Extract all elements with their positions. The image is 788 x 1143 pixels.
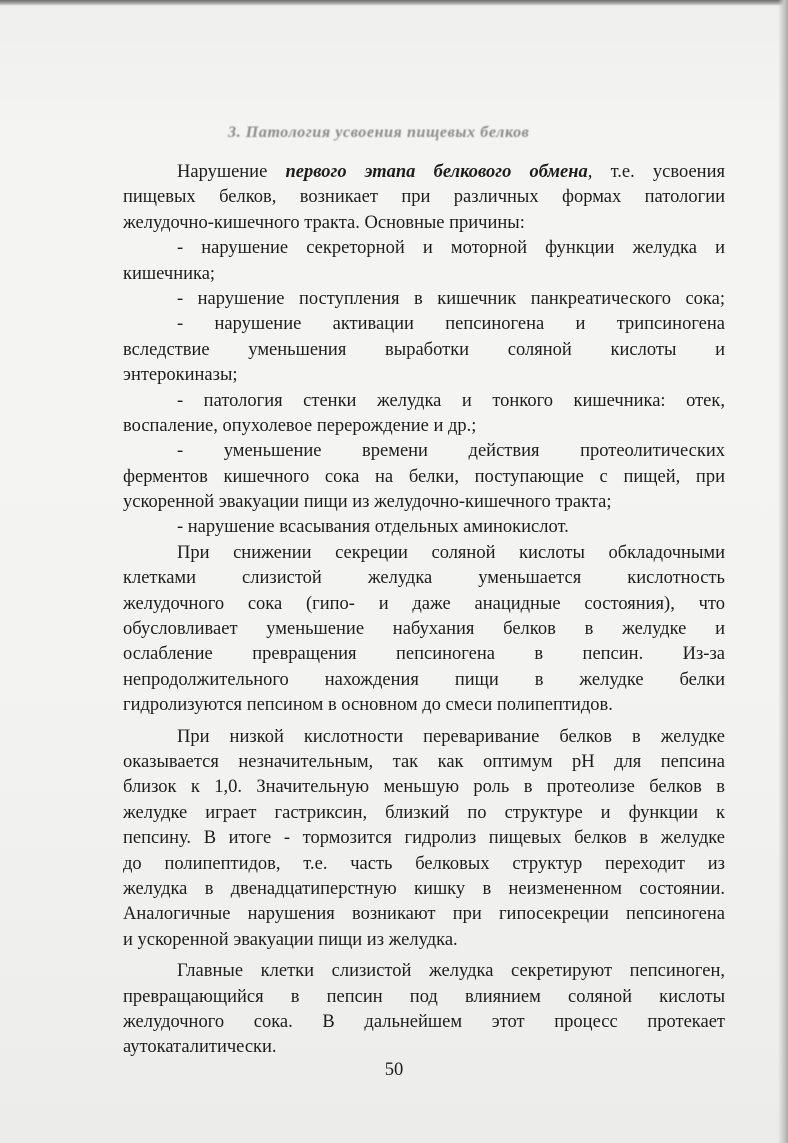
text-line: пищевых белков, возникает при различных формах патологии [123, 187, 725, 208]
text-line: непродолжительного нахождения пищи в желудке белки [123, 669, 725, 690]
text-line: - уменьшение времени действия протеолитических [177, 441, 725, 462]
text-line: и ускоренной эвакуации пищи из желудка. [123, 929, 458, 950]
text-line: - нарушение поступления в кишечник панкреатического сока; [177, 288, 725, 309]
text-line: ферментов кишечного сока на белки, поступающие с пищей, при [123, 466, 725, 487]
scan-edge-top [0, 0, 788, 6]
text-line: энтерокиназы; [123, 365, 238, 386]
text-line: - нарушение всасывания отдельных аминокислот. [177, 517, 569, 538]
text-line: кишечника; [123, 263, 216, 284]
text-line: пепсину. В итоге - тормозится гидролиз пищевых белков в желудке [123, 828, 725, 849]
text-line: - нарушение активации пепсиногена и трипсиногена [177, 314, 725, 335]
text-line: гидролизуются пепсином в основном до смеси полипептидов. [123, 695, 613, 716]
text-line: близок к 1,0. Значительную меньшую роль в протеолизе белков в [123, 777, 725, 798]
text-line: воспаление, опухолевое перерождение и др.; [123, 415, 477, 436]
page-number: 50 [384, 1060, 404, 1080]
text-line: аутокаталитически. [123, 1037, 277, 1058]
text-line: желудочного сока (гипо- и даже анацидные состояния), что [123, 593, 725, 614]
text-line: желудочно-кишечного тракта. Основные причины: [123, 212, 525, 233]
text-line: желудка в двенадцатиперстную кишку в неизмененном состоянии. [123, 878, 725, 899]
text-line: желудке играет гастриксин, близкий по структуре и функции к [123, 802, 725, 823]
text-line: оказывается незначительным, так как оптимум pH для пепсина [123, 751, 725, 772]
section-heading: 3. Патология усвоения пищевых белков [228, 124, 530, 141]
text-line: ускоренной эвакуации пищи из желудочно-кишечного тракта; [123, 492, 612, 513]
body-text [123, 160, 725, 1061]
text-line: - патология стенки желудка и тонкого кишечника: отек, [177, 390, 725, 411]
scan-edge-right [778, 0, 788, 1143]
text-line: до полипептидов, т.е. часть белковых структур переходит из [123, 853, 725, 874]
text-line: Нарушение первого этапа белкового обмена, т.е. усвоения [177, 162, 725, 182]
text-line: клетками слизистой желудка уменьшается кислотность [123, 568, 725, 589]
text-line: вследствие уменьшения выработки соляной кислоты и [123, 339, 725, 360]
text-line: При снижении секреции соляной кислоты обкладочными [177, 542, 725, 563]
emphasis-text: первого этапа белкового обмена [285, 162, 588, 182]
text-line: ослабление превращения пепсиногена в пепсин. Из-за [123, 644, 725, 665]
text-line: желудочного сока. В дальнейшем этот процесс протекает [123, 1011, 725, 1032]
text-line: превращающийся в пепсин под влиянием соляной кислоты [123, 986, 725, 1007]
text-line: - нарушение секреторной и моторной функции желудка и [177, 238, 725, 259]
text-line: Аналогичные нарушения возникают при гипосекреции пепсиногена [123, 904, 725, 925]
text-line: обусловливает уменьшение набухания белков в желудке и [123, 619, 725, 640]
text-line: Главные клетки слизистой желудка секретируют пепсиноген, [177, 961, 725, 982]
text-line: При низкой кислотности переваривание белков в желудке [177, 726, 725, 747]
